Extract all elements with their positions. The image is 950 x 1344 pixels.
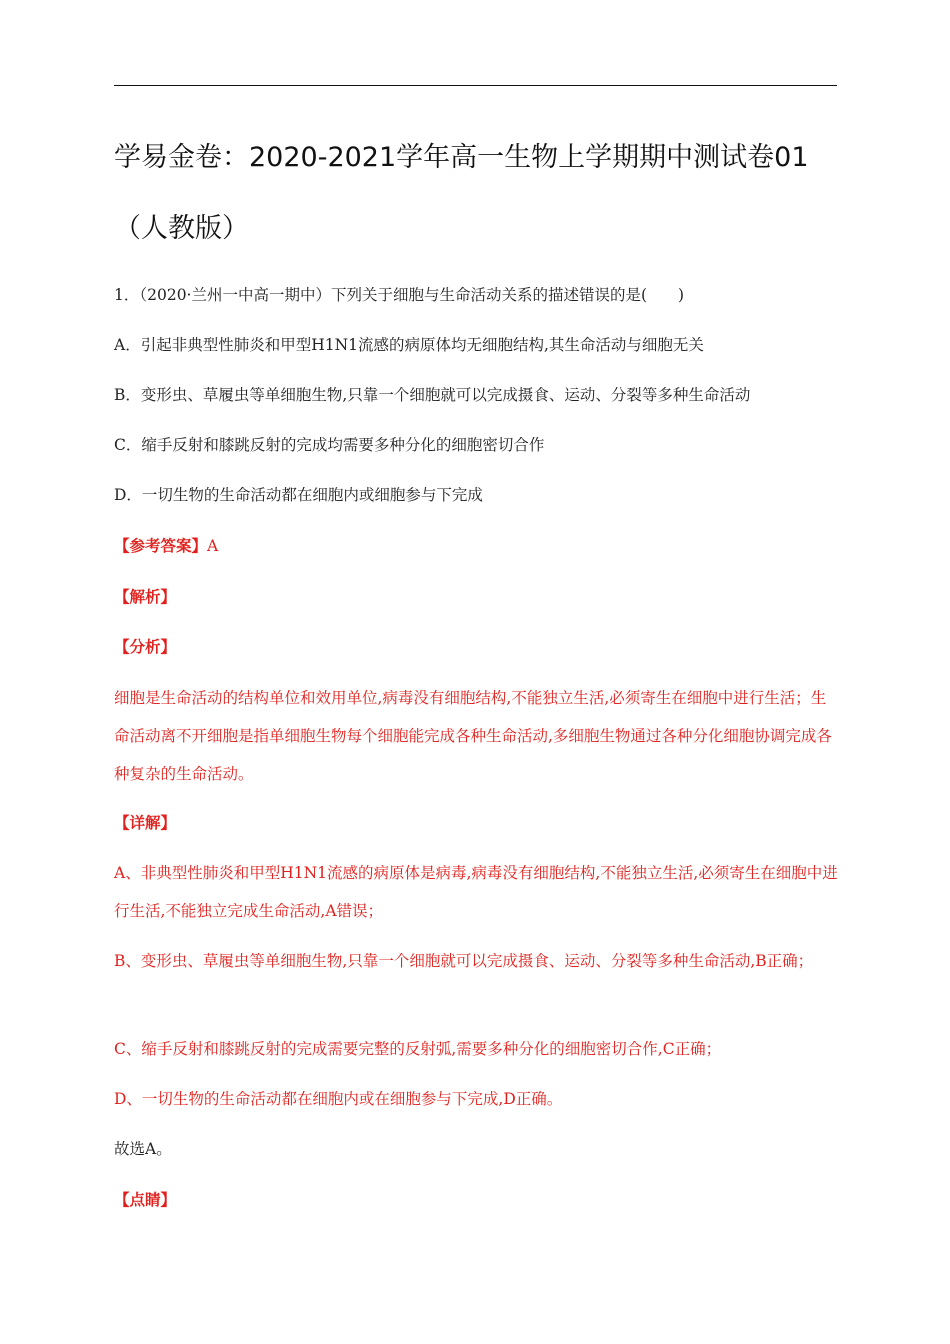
section-xiangjie: 【详解】: [114, 813, 177, 832]
detail-a: A、非典型性肺炎和甲型H1N1流感的病原体是病毒,病毒没有细胞结构,不能独立生活,必须寄生在细胞中进行生活,不能独立完成生命活动,A错误；: [114, 864, 838, 920]
option-c: C．缩手反射和膝跳反射的完成均需要多种分化的细胞密切合作: [114, 436, 545, 454]
page-title: 学易金卷：2020-2021学年高一生物上学期期中测试卷01（人教版）: [114, 142, 809, 244]
answer-value: A: [207, 537, 219, 555]
option-d: D．一切生物的生命活动都在细胞内或细胞参与下完成: [114, 486, 483, 504]
section-fenxi: 【分析】: [114, 637, 177, 656]
question-stem: 1．（2020·兰州一中高一期中）下列关于细胞与生命活动关系的描述错误的是( ): [114, 286, 685, 304]
answer-line: [114, 527, 838, 565]
header-rule: [114, 85, 837, 86]
fenxi-text: 细胞是生命活动的结构单位和效用单位,病毒没有细胞结构,不能独立生活,必须寄生在细胞中进行生活；生命活动离不开细胞是指单细胞生物每个细胞能完成各种生命活动,多细胞生物通过各种分化细胞协调完成各种复杂的生命活动。: [114, 689, 832, 783]
detail-b: B、变形虫、草履虫等单细胞生物,只靠一个细胞就可以完成摄食、运动、分裂等多种生命活动,B正确；: [114, 952, 814, 970]
detail-c: C、缩手反射和膝跳反射的完成需要完整的反射弧,需要多种分化的细胞密切合作,C正确；: [114, 1040, 722, 1058]
conclusion: 故选A。: [114, 1140, 172, 1158]
section-dianjing: 【点睛】: [114, 1190, 177, 1209]
option-b: B．变形虫、草履虫等单细胞生物,只靠一个细胞就可以完成摄食、运动、分裂等多种生命活动: [114, 386, 751, 404]
option-a: A．引起非典型性肺炎和甲型H1N1流感的病原体均无细胞结构,其生命活动与细胞无关: [114, 336, 704, 354]
answer-label: 【参考答案】: [114, 536, 208, 555]
section-jiexi: 【解析】: [114, 587, 177, 606]
detail-d: D、一切生物的生命活动都在细胞内或在细胞参与下完成,D正确。: [114, 1090, 563, 1108]
